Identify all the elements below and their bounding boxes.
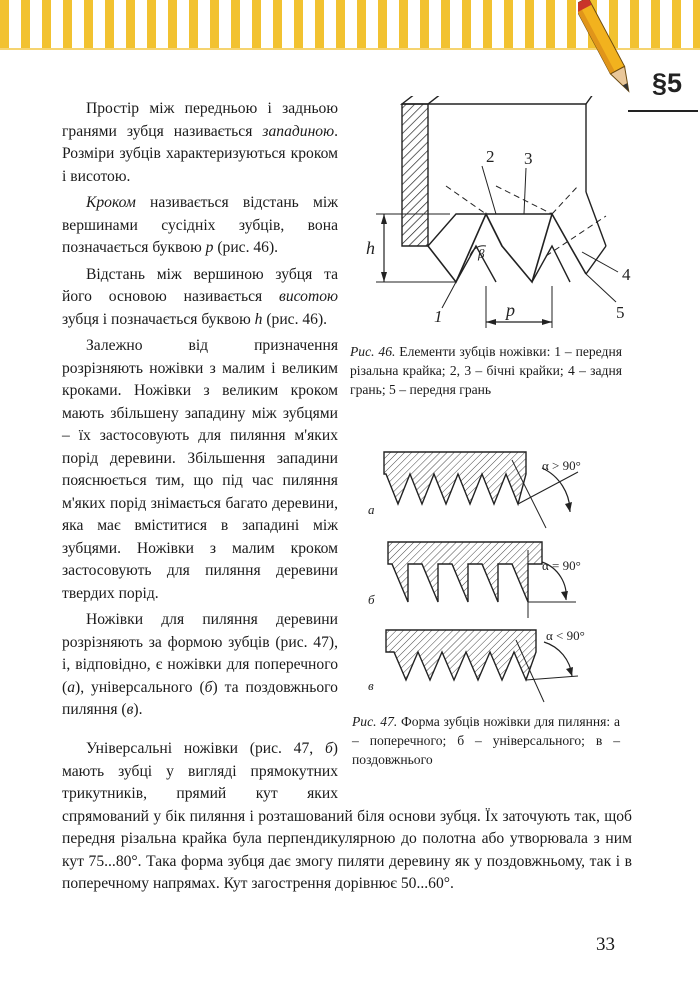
label-1: 1	[434, 307, 443, 326]
label-4: 4	[622, 265, 631, 284]
label-beta: β	[478, 246, 485, 261]
paragraph-2: Кроком називається відстань між вершинами сусідніх зубців, вона позначається буквою p (рис. 46).	[62, 194, 338, 256]
paragraph-5: Ножівки для пиляння деревини розрізняють за формою зубців (рис. 47), і, відповідно, є ножівки для поперечного (а), універсального (б) та поздовжнього пиляння (в).	[62, 611, 338, 718]
figure-47-caption: Рис. 47. Форма зубців ножівки для пиляння: а – поперечного; б – універсального; в – поздовжнього	[352, 714, 620, 767]
figure-46-saw-teeth-elements	[346, 96, 646, 336]
svg-text:α = 90°: α = 90°	[542, 558, 581, 573]
label-5: 5	[616, 303, 625, 322]
label-3: 3	[524, 149, 533, 168]
svg-text:б: б	[368, 592, 375, 607]
figure-46-caption: Рис. 46. Елементи зубців ножівки: 1 – передня різальна крайка; 2, 3 – бічні крайки; 4 – задня грань; 5 – передня грань	[350, 344, 622, 397]
figure-47-tooth-shapes	[346, 440, 646, 705]
tooth-shape-b	[368, 542, 581, 618]
tooth-shape-a	[368, 452, 581, 528]
page-number: 33	[596, 934, 615, 955]
svg-text:α < 90°: α < 90°	[546, 628, 585, 643]
paragraph-1: Простір між передньою і задньою гранями зубця називається западиною. Розміри зубців характеризуються кроком і висотою.	[62, 100, 338, 185]
svg-text:а: а	[368, 502, 375, 517]
tooth-shape-c	[368, 628, 585, 702]
label-2: 2	[486, 147, 495, 166]
paragraph-6-wrap: Універсальні ножівки (рис. 47, б) мають зубці у вигляді прямокутних трикутників, прямий кут яких спрямований у бік пиляння і розташований біля основи зубця. Їх заточують так, щоб передня різальна крайка була перпендикулярною до полотна або утворювала з ним кут 75...80°. Така форма зубця дає змогу пиляти деревину як у поздовжньому, так і в поперечному напрямах. Кут загострення дорівнює 50...60°.	[62, 740, 632, 892]
paragraph-3: Відстань між вершиною зубця та його основою називається висотою зубця і позначається буквою h (рис. 46).	[62, 265, 338, 328]
svg-text:в: в	[368, 678, 374, 693]
section-number: §5	[651, 68, 682, 98]
svg-text:α > 90°: α > 90°	[542, 458, 581, 473]
label-p: p	[506, 300, 515, 320]
paragraph-4: Залежно від призначення розрізняють ножівки з малим і великим кроками. Ножівки з великим кроком мають збільшену западину між зубцями – їх застосовують для пиляння м'яких порід деревини. Збільшення западини пояснюється тим, що під час пиляння м'яких порід знімається багато деревини, яка має вміститися в западині між зубцями. Ножівки з малим кроком застосовують для пиляння деревини твердих порід.	[62, 337, 338, 602]
text-column	[62, 98, 338, 726]
label-h: h	[366, 238, 375, 258]
